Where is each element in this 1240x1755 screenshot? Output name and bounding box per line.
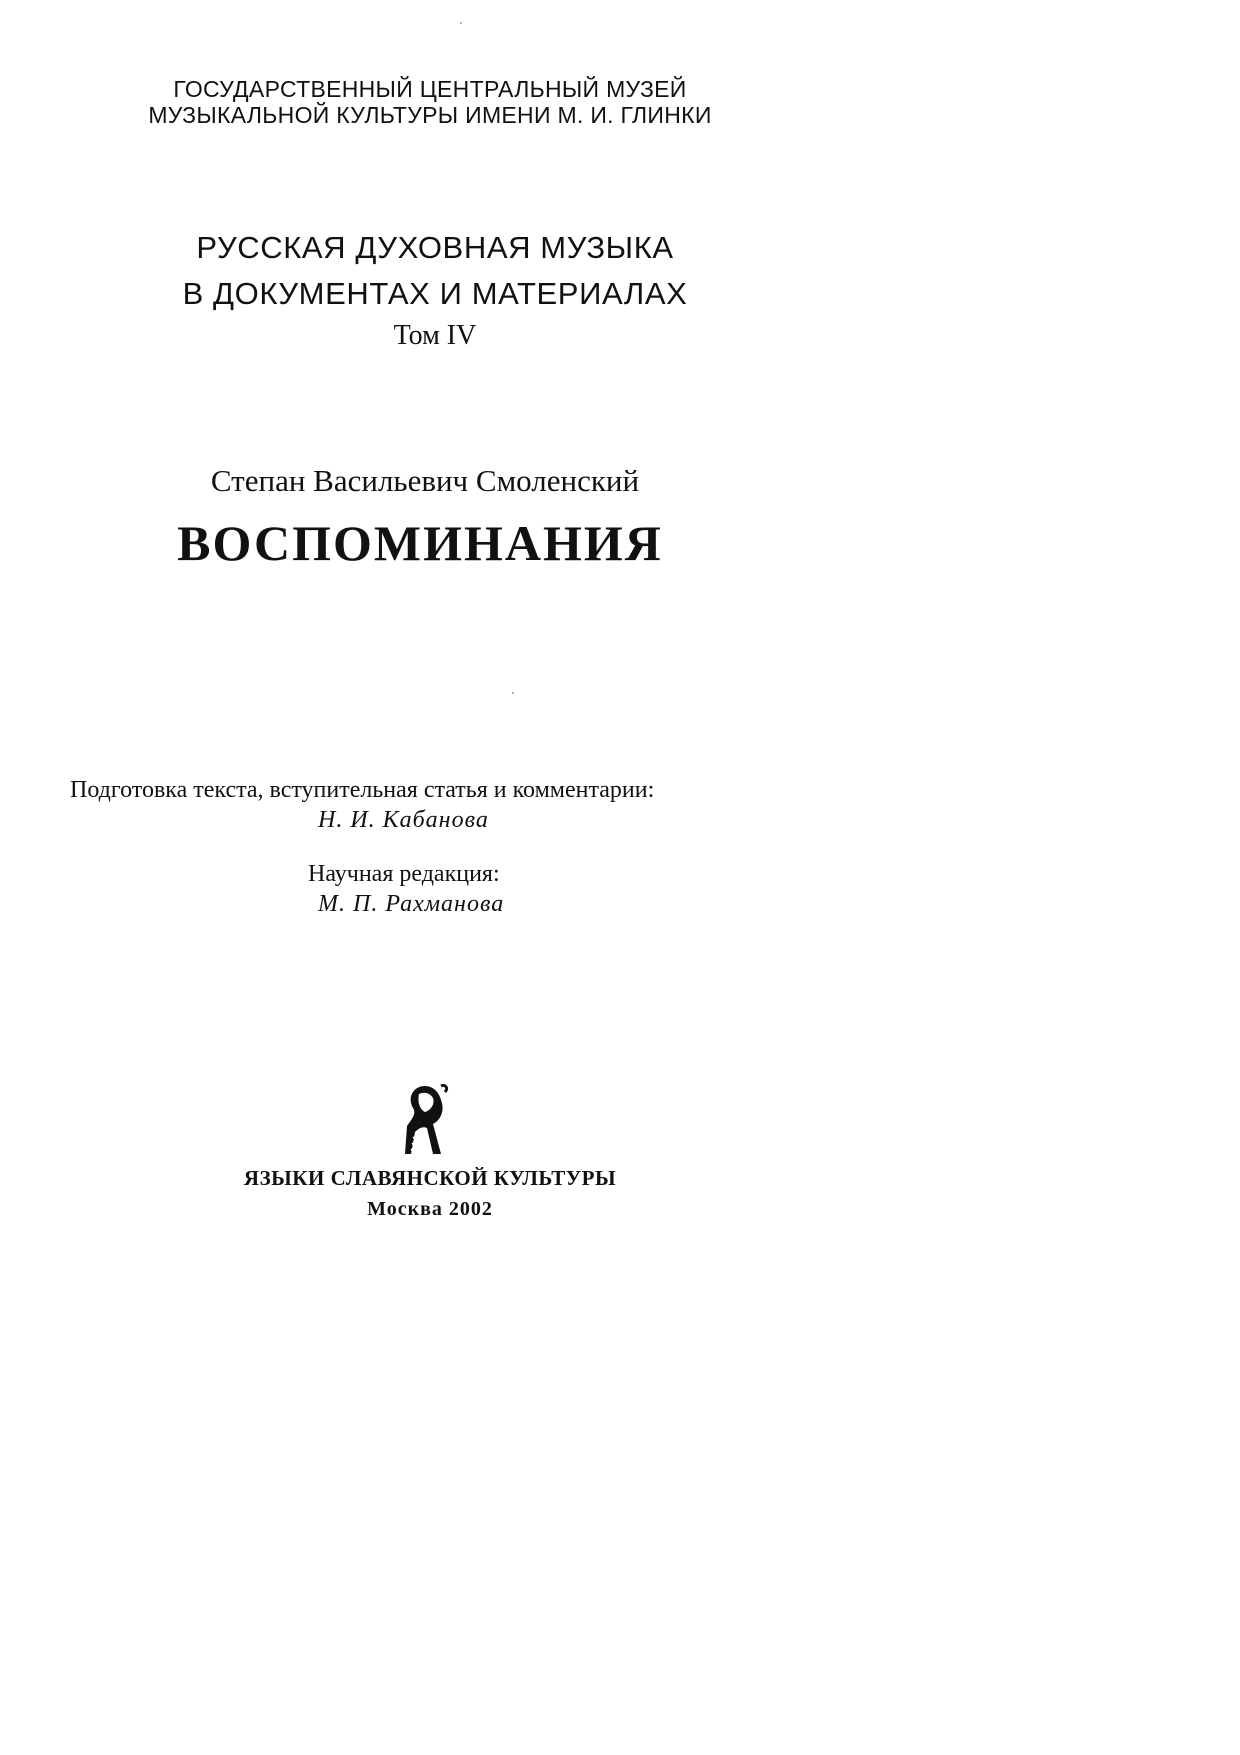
series-line-2: В ДОКУМЕНТАХ И МАТЕРИАЛАХ [182, 276, 688, 311]
place-and-year: Москва 2002 [367, 1198, 493, 1220]
credit-label-preparation: Подготовка текста, вступительная статья и комментарии: [70, 777, 655, 803]
volume-number: Том IV [393, 320, 477, 351]
credit-name-preparation: Н. И. Кабанова [318, 807, 489, 833]
author-name: Степан Васильевич Смоленский [210, 463, 640, 498]
scan-speck [460, 22, 462, 24]
publisher-name: ЯЗЫКИ СЛАВЯНСКОЙ КУЛЬТУРЫ [243, 1166, 617, 1190]
scan-speck [512, 692, 514, 694]
series-line-1: РУССКАЯ ДУХОВНАЯ МУЗЫКА [196, 230, 674, 265]
publisher-logo-icon [395, 1080, 455, 1160]
institution-line-2: МУЗЫКАЛЬНОЙ КУЛЬТУРЫ ИМЕНИ М. И. ГЛИНКИ [148, 102, 712, 128]
book-title: ВОСПОМИНАНИЯ [177, 515, 663, 571]
credit-label-editing: Научная редакция: [308, 861, 500, 887]
institution-line-1: ГОСУДАРСТВЕННЫЙ ЦЕНТРАЛЬНЫЙ МУЗЕЙ [173, 76, 687, 102]
credit-name-editing: М. П. Рахманова [318, 891, 505, 917]
